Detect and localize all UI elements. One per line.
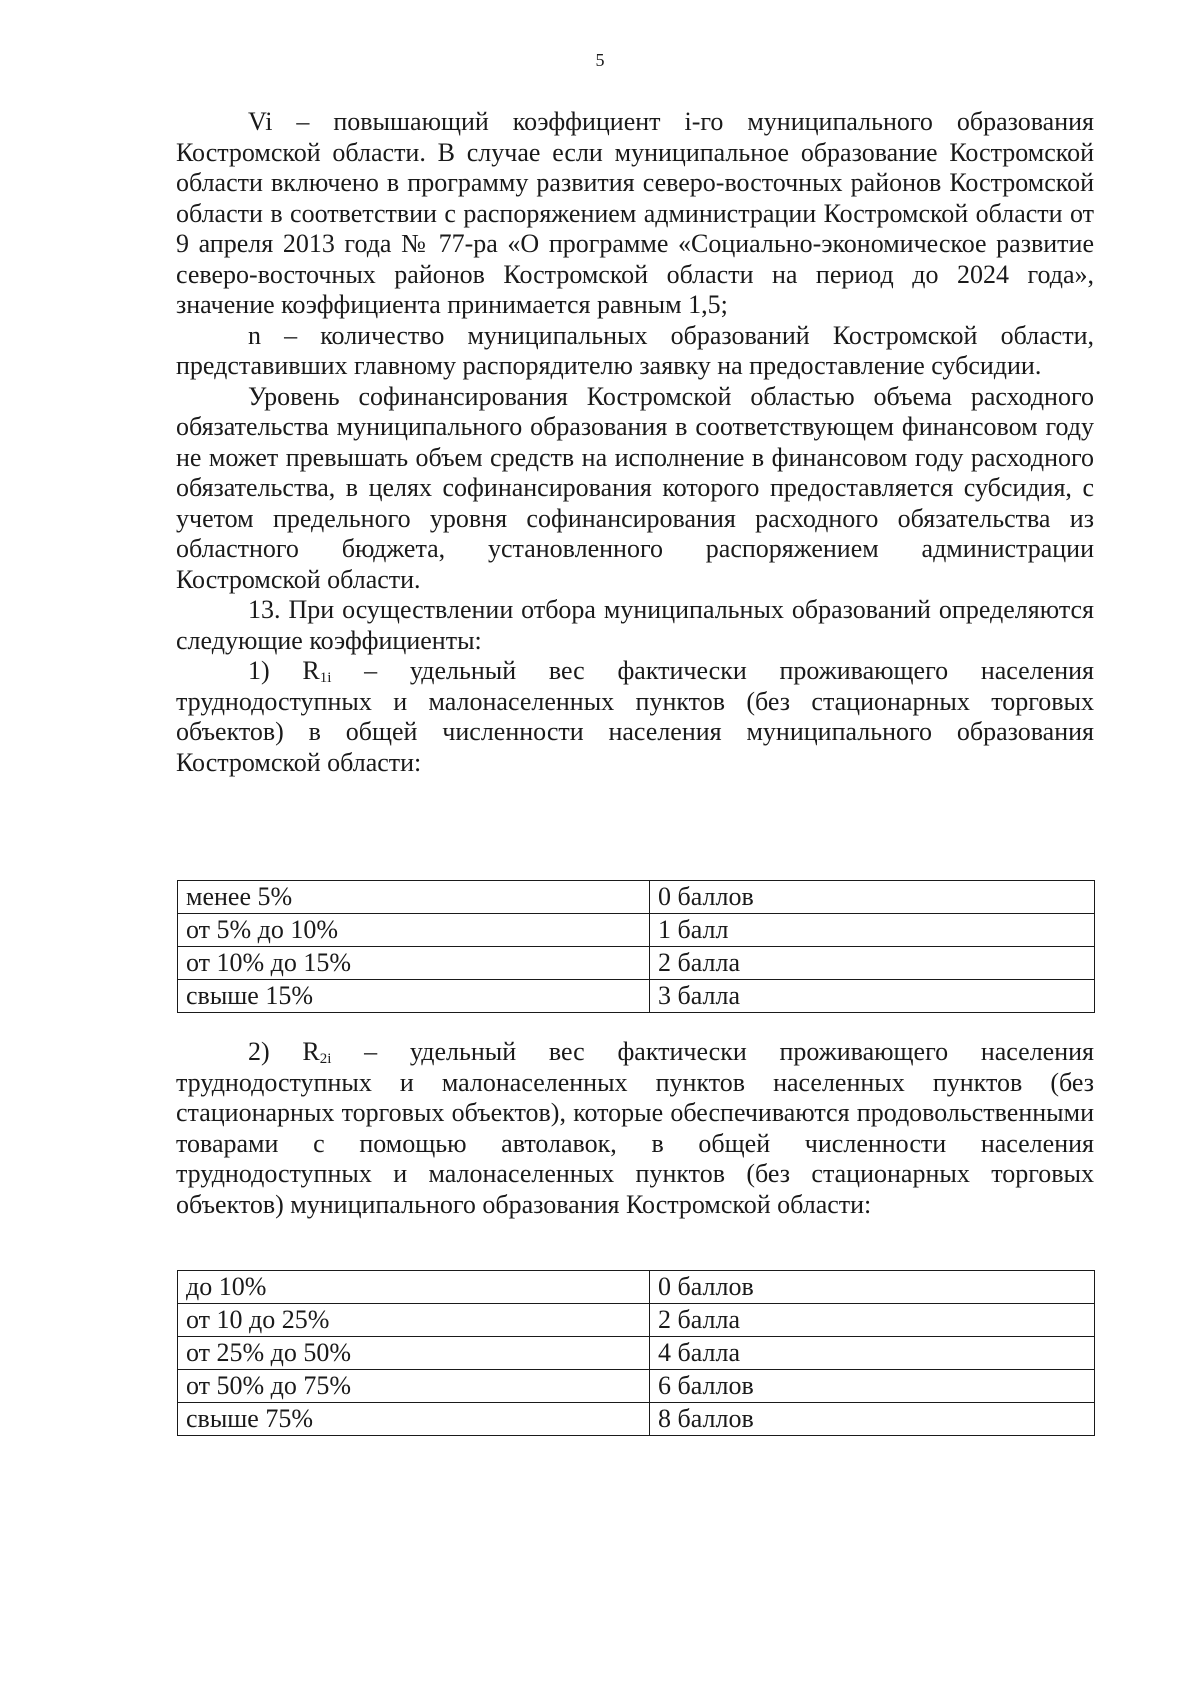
paragraph-item-1	[176, 656, 1094, 778]
table-cell-score: 2 балла	[650, 1304, 1095, 1337]
paragraph-item-2	[176, 1037, 1094, 1220]
table-row	[178, 1337, 1095, 1370]
table-cell-score: 2 балла	[650, 947, 1095, 980]
paragraph-cofinancing-level: Уровень софинансирования Костромской областью объема расходного обязательства муниципального образования в соответствующем финансовом году не может превышать объем средств на исполнение в финансовом году расходного обязательства, в целях софинансирования которого предоставляется субсидия, с учетом предельного уровня софинансирования расходного обязательства из областного бюджета, установленного распоряжением администрации Костромской области.	[176, 381, 1094, 594]
table-cell-score: 1 балл	[650, 914, 1095, 947]
page-number: 5	[595, 50, 605, 70]
table-row	[178, 914, 1095, 947]
table-cell-range: свыше 15%	[178, 980, 650, 1013]
table-cell-score: 8 баллов	[650, 1403, 1095, 1436]
table-row	[178, 881, 1095, 914]
table-cell-range: от 10 до 25%	[178, 1304, 650, 1337]
table-row	[178, 1403, 1095, 1436]
item-1-subscript: 1i	[319, 670, 332, 686]
score-table-r2	[177, 1270, 1095, 1436]
item-2-subscript: 2i	[319, 1051, 332, 1067]
item-2-prefix: 2) R	[248, 1037, 320, 1066]
body-text-top	[176, 107, 1094, 778]
body-text-bottom	[176, 1037, 1094, 1220]
paragraph-vi-coefficient: Vi – повышающий коэффициент i-го муниципального образования Костромской области. В случае если муниципальное образование Костромской области включено в программу развития северо-восточных районов Костромской области в соответствии с распоряжением администрации Костромской области от 9 апреля 2013 года № 77-ра «О программе «Социально-экономическое развитие северо-восточных районов Костромской области на период до 2024 года», значение коэффициента принимается равным 1,5;	[176, 107, 1094, 319]
table-row	[178, 947, 1095, 980]
table-cell-range: от 5% до 10%	[178, 914, 650, 947]
table-row	[178, 1271, 1095, 1304]
table-cell-range: от 50% до 75%	[178, 1370, 650, 1403]
table-cell-range: менее 5%	[178, 881, 650, 914]
table-cell-score: 0 баллов	[650, 881, 1095, 914]
table-cell-range: до 10%	[178, 1271, 650, 1304]
table-cell-range: от 10% до 15%	[178, 947, 650, 980]
table-cell-score: 4 балла	[650, 1337, 1095, 1370]
table-cell-score: 3 балла	[650, 980, 1095, 1013]
score-table-r1	[177, 880, 1095, 1013]
item-1-text: – удельный вес фактически проживающего населения труднодоступных и малонаселенных пунктов (без стационарных торговых объектов) в общей численности населения муниципального образования Костромской области:	[176, 656, 1094, 777]
table-row	[178, 1304, 1095, 1337]
table-row	[178, 1370, 1095, 1403]
table-row	[178, 980, 1095, 1013]
table-cell-range: свыше 75%	[178, 1403, 650, 1436]
item-1-prefix: 1) R	[248, 656, 320, 685]
item-2-text: – удельный вес фактически проживающего населения труднодоступных и малонаселенных пунктов населенных пунктов (без стационарных торговых объектов), которые обеспечиваются продовольственными товарами с помощью автолавок, в общей численности населения труднодоступных и малонаселенных пунктов (без стационарных торговых объектов) муниципального образования Костромской области:	[176, 1037, 1094, 1219]
paragraph-n-count: n – количество муниципальных образований Костромской области, представивших главному распорядителю заявку на предоставление субсидии.	[176, 320, 1094, 380]
table-cell-score: 0 баллов	[650, 1271, 1095, 1304]
paragraph-section-13: 13. При осуществлении отбора муниципальных образований определяются следующие коэффициенты:	[176, 595, 1094, 655]
table-cell-range: от 25% до 50%	[178, 1337, 650, 1370]
table-cell-score: 6 баллов	[650, 1370, 1095, 1403]
